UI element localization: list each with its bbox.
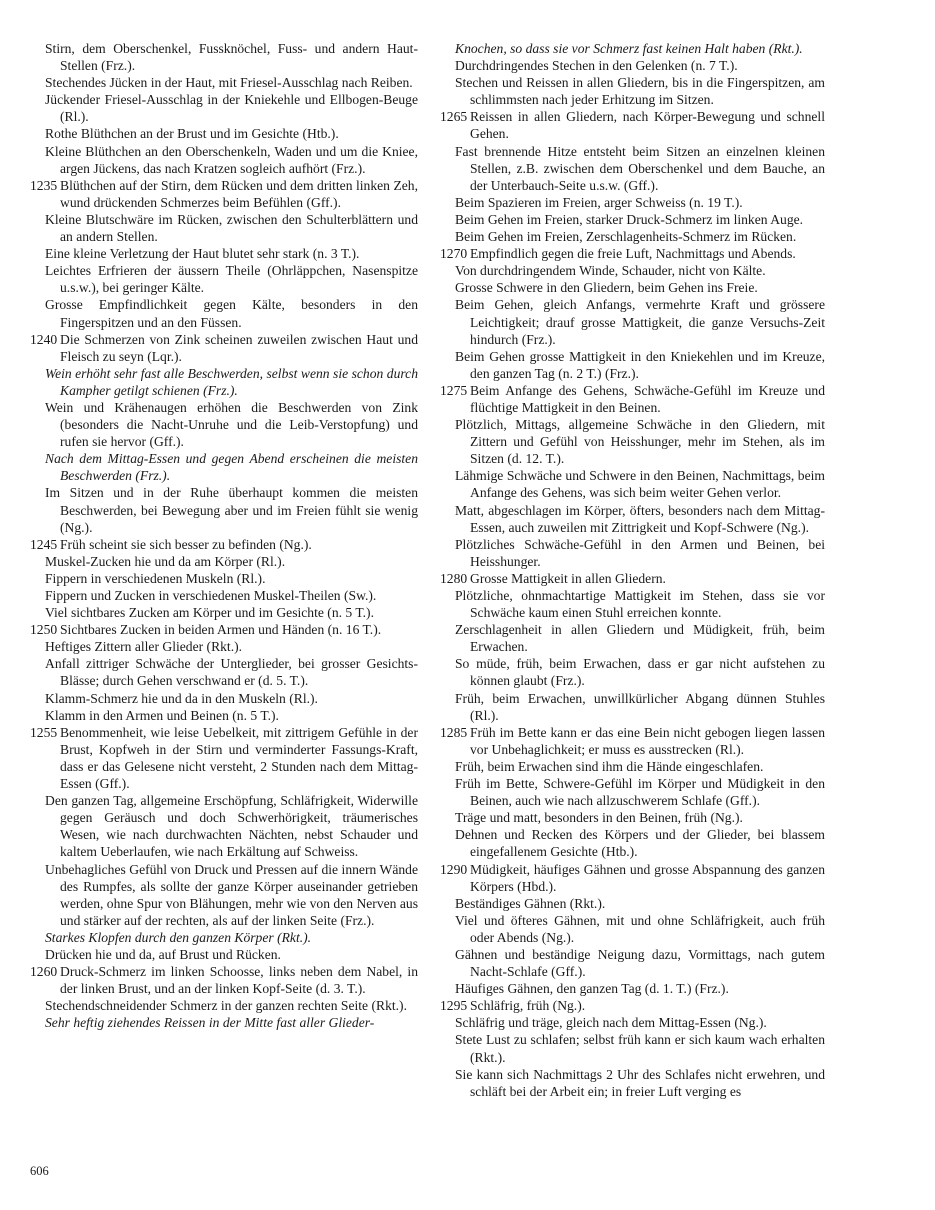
entry-text: Von durchdringendem Winde, Schauder, nicht von Kälte. (455, 263, 766, 279)
entry-text: Viel und öfteres Gähnen, mit und ohne Schläfrigkeit, auch früh oder Abends (Ng.). (455, 912, 825, 945)
entry-text: Blüthchen auf der Stirn, dem Rücken und dem dritten linken Zeh, wund drückenden Schmerzes beim Befühlen (Gff.). (60, 177, 418, 210)
right-column (440, 40, 825, 1100)
entry-text: Jückender Friesel-Ausschlag in der Kniekehle und Ellbogen-Beuge (Rl.). (45, 92, 418, 125)
symptom-entry (30, 690, 418, 707)
symptom-entry (440, 997, 825, 1014)
symptom-entry (30, 963, 418, 997)
symptom-entry (30, 40, 418, 74)
entry-text: Klamm in den Armen und Beinen (n. 5 T.). (45, 707, 279, 723)
page-number: 606 (30, 1164, 49, 1178)
entry-text: Dehnen und Recken des Körpers und der Glieder, bei blassem eingefallenem Gesichte (Htb.). (455, 827, 825, 860)
symptom-entry (440, 211, 825, 228)
entry-number: 1255 (30, 724, 58, 740)
entry-text: Zerschlagenheit in allen Gliedern und Müdigkeit, früh, beim Erwachen. (455, 622, 825, 655)
entry-text: Schläfrig und träge, gleich nach dem Mittag-Essen (Ng.). (455, 1015, 767, 1031)
entry-text: Kleine Blüthchen an den Oberschenkeln, Waden und um die Kniee, argen Jückens, das nach Kratzen sogleich aufhört (Frz.). (45, 143, 418, 176)
entry-text: Wein und Krähenaugen erhöhen die Beschwerden von Zink (besonders die Nacht-Unruhe und die Leib-Verstopfung) und rufen sie hervor (Gff.). (45, 399, 418, 450)
symptom-entry (440, 502, 825, 536)
entry-text: Stechendes Jücken in der Haut, mit Friesel-Ausschlag nach Reiben. (45, 75, 413, 91)
entry-text: Empfindlich gegen die freie Luft, Nachmittags und Abends. (470, 246, 796, 262)
entry-text: Beständiges Gähnen (Rkt.). (455, 895, 606, 911)
symptom-entry (440, 587, 825, 621)
entry-text: Stechen und Reissen in allen Gliedern, bis in die Fingerspitzen, am schlimmsten nach jeder Erhitzung im Sitzen. (455, 75, 825, 108)
entry-text: Beim Anfange des Gehens, Schwäche-Gefühl im Kreuze und flüchtige Mattigkeit in den Beinen. (470, 382, 825, 415)
symptom-entry (30, 724, 418, 792)
entry-text: Benommenheit, wie leise Uebelkeit, mit zittrigem Gefühle in der Brust, Kopfweh in der Stirn und verminderter Fassungs-Kraft, dass er das Gelesene nicht versteht, 2 Stunden nach dem Mittag-Essen (Gff.). (60, 724, 418, 792)
symptom-entry (30, 570, 418, 587)
symptom-entry (440, 279, 825, 296)
entry-text: Durchdringendes Stechen in den Gelenken (n. 7 T.). (455, 58, 738, 74)
entry-text: Plötzlich, Mittags, allgemeine Schwäche in den Gliedern, mit Zittern und Gefühl von Heisshunger, mehr im Stehen, als im Sitzen (d. 12. T.). (455, 417, 825, 467)
symptom-entry (30, 707, 418, 724)
entry-text: Lähmige Schwäche und Schwere in den Beinen, Nachmittags, beim Anfange des Gehens, was sich beim weiter Gehen verlor. (455, 468, 825, 501)
entry-text: Knochen, so dass sie vor Schmerz fast keinen Halt haben (Rkt.). (455, 41, 803, 56)
symptom-entry (30, 245, 418, 262)
symptom-entry (440, 382, 825, 416)
entry-number: 1235 (30, 177, 58, 193)
symptom-entry (30, 997, 418, 1014)
symptom-entry (30, 621, 418, 638)
left-column (30, 40, 418, 1031)
entry-text: Stechendschneidender Schmerz in der ganzen rechten Seite (Rkt.). (45, 998, 407, 1014)
entry-text: Den ganzen Tag, allgemeine Erschöpfung, Schläfrigkeit, Widerwille gegen Geräusch und doch Schwerhörigkeit, träumerisches Wesen, wie nach durchwachten Nächten, nebst Schauder und kaltem Ueberlaufen, wie nach Erkältung auf Schweiss. (45, 793, 418, 860)
symptom-entry (440, 262, 825, 279)
entry-text: Früh, beim Erwachen sind ihm die Hände eingeschlafen. (455, 758, 764, 774)
entry-text: Gähnen und beständige Neigung dazu, Vormittags, nach gutem Nacht-Schlafe (Gff.). (455, 946, 825, 980)
entry-text: Fippern und Zucken in verschiedenen Muskel-Theilen (Sw.). (45, 588, 377, 603)
symptom-entry (30, 74, 418, 91)
entry-text: Muskel-Zucken hie und da am Körper (Rl.). (45, 553, 286, 569)
entry-text: Rothe Blüthchen an der Brust und im Gesichte (Htb.). (45, 126, 339, 142)
symptom-entry (440, 809, 825, 826)
entry-text: Druck-Schmerz im linken Schoosse, links neben dem Nabel, in der linken Brust, und an der linken Kopf-Seite (d. 3. T.). (60, 964, 418, 997)
entry-text: Träge und matt, besonders in den Beinen, früh (Ng.). (455, 810, 743, 826)
entry-text: Im Sitzen und in der Ruhe überhaupt kommen die meisten Beschwerden, bei Bewegung aber und im Freien fühlt sie wenig (Ng.). (45, 485, 418, 535)
entry-text: Sie kann sich Nachmittags 2 Uhr des Schlafes nicht erwehren, und schläft bei der Arbeit ein; in freier Luft verging es (455, 1066, 825, 1099)
entry-text: Sichtbares Zucken in beiden Armen und Händen (n. 16 T.). (60, 622, 382, 638)
symptom-entry (440, 621, 825, 655)
entry-number: 1250 (30, 622, 58, 638)
entry-text: Kleine Blutschwäre im Rücken, zwischen den Schulterblättern und an andern Stellen. (45, 211, 418, 245)
symptom-entry (30, 296, 418, 330)
symptom-entry (30, 946, 418, 963)
symptom-entry (30, 262, 418, 296)
entry-text: Schläfrig, früh (Ng.). (470, 998, 586, 1014)
symptom-entry (440, 895, 825, 912)
entry-text: Beim Gehen im Freien, Zerschlagenheits-Schmerz im Rücken. (455, 229, 797, 245)
symptom-entry (30, 792, 418, 860)
entry-text: Wein erhöht sehr fast alle Beschwerden, selbst wenn sie schon durch Kampher getilgt schienen (Frz.). (45, 365, 418, 398)
symptom-entry (30, 638, 418, 655)
symptom-entry (440, 724, 825, 758)
entry-text: So müde, früh, beim Erwachen, dass er gar nicht aufstehen zu können glaubt (Frz.). (455, 656, 825, 689)
symptom-entry (440, 775, 825, 809)
symptom-entry (440, 194, 825, 211)
symptom-entry (440, 980, 825, 997)
symptom-entry (440, 690, 825, 724)
symptom-entry (440, 74, 825, 108)
entry-text: Beim Gehen grosse Mattigkeit in den Kniekehlen und im Kreuze, den ganzen Tag (n. 2 T.) (Frz.). (455, 348, 825, 381)
entry-text: Leichtes Erfrieren der äussern Theile (Ohrläppchen, Nasenspitze u.s.w.), bei geringer Kälte. (45, 263, 418, 296)
symptom-entry (440, 570, 825, 587)
entry-text: Früh im Bette kann er das eine Bein nicht gebogen liegen lassen vor Unbehaglichkeit; er muss es ausstrecken (Rl.). (470, 724, 825, 757)
symptom-entry (30, 91, 418, 125)
symptom-entry (30, 399, 418, 450)
symptom-entry (30, 553, 418, 570)
entry-text: Starkes Klopfen durch den ganzen Körper (Rkt.). (45, 929, 312, 945)
symptom-entry (30, 1014, 418, 1031)
entry-text: Anfall zittriger Schwäche der Unterglieder, bei grosser Gesichts-Blässe; durch Gehen verschwand er (d. 5. T.). (45, 656, 418, 689)
symptom-entry (440, 143, 825, 194)
entry-text: Matt, abgeschlagen im Körper, öfters, besonders nach dem Mittag-Essen, auch zuweilen mit Zittrigkeit und Kopf-Schwere (Ng.). (455, 502, 825, 535)
symptom-entry (440, 536, 825, 570)
entry-text: Grosse Empfindlichkeit gegen Kälte, besonders in den Fingerspitzen und an den Füssen. (45, 297, 418, 330)
symptom-entry (30, 929, 418, 946)
entry-number: 1270 (440, 246, 468, 262)
entry-text: Unbehagliches Gefühl von Druck und Pressen auf die innern Wände des Rumpfes, als sollte der ganze Körper auseinander getrieben werden, ohne Spur von Blähungen, mehr wie von den Nerven aus und stärker auf der rechten, als auf der linken Seite (Frz.). (45, 861, 418, 928)
symptom-entry (30, 331, 418, 365)
entry-text: Reissen in allen Gliedern, nach Körper-Bewegung und schnell Gehen. (470, 109, 825, 142)
symptom-entry (30, 143, 418, 177)
symptom-entry (30, 536, 418, 553)
entry-text: Nach dem Mittag-Essen und gegen Abend erscheinen die meisten Beschwerden (Frz.). (45, 451, 418, 484)
entry-text: Beim Gehen im Freien, starker Druck-Schmerz im linken Auge. (455, 211, 804, 227)
entry-text: Beim Spazieren im Freien, arger Schweiss (n. 19 T.). (455, 194, 743, 210)
symptom-entry (440, 1014, 825, 1031)
symptom-entry (440, 826, 825, 860)
symptom-entry (30, 484, 418, 535)
entry-text: Häufiges Gähnen, den ganzen Tag (d. 1. T.) (Frz.). (455, 981, 729, 997)
entry-text: Viel sichtbares Zucken am Körper und im Gesichte (n. 5 T.). (45, 605, 374, 621)
entry-text: Stirn, dem Oberschenkel, Fussknöchel, Fuss- und andern Haut-Stellen (Frz.). (45, 41, 418, 74)
entry-text: Sehr heftig ziehendes Reissen in der Mitte fast aller Glieder- (45, 1015, 375, 1031)
entry-text: Fast brennende Hitze entsteht beim Sitzen an einzelnen kleinen Stellen, z.B. zwischen dem Oberschenkel und dem Bauche, an der Unterbauch-Seite u.s.w. (Gff.). (455, 143, 825, 193)
entry-text: Eine kleine Verletzung der Haut blutet sehr stark (n. 3 T.). (45, 246, 360, 262)
symptom-entry (30, 125, 418, 142)
symptom-entry (30, 604, 418, 621)
symptom-entry (30, 587, 418, 604)
entry-text: Stete Lust zu schlafen; selbst früh kann er sich kaum wach erhalten (Rkt.). (455, 1032, 825, 1065)
entry-text: Beim Gehen, gleich Anfangs, vermehrte Kraft und grössere Leichtigkeit; drauf grosse Mattigkeit, die ganze Versuchs-Zeit hindurch (Frz.). (455, 297, 825, 347)
symptom-entry (440, 467, 825, 501)
symptom-entry (440, 758, 825, 775)
symptom-entry (440, 1031, 825, 1065)
entry-number: 1290 (440, 861, 468, 877)
entry-text: Die Schmerzen von Zink scheinen zuweilen zwischen Haut und Fleisch zu seyn (Lqr.). (60, 331, 418, 364)
entry-text: Früh im Bette, Schwere-Gefühl im Körper und Müdigkeit in den Beinen, auch wie nach allzuschwerem Schlafe (Gff.). (455, 776, 825, 809)
symptom-entry (440, 57, 825, 74)
entry-number: 1285 (440, 724, 468, 740)
symptom-entry (440, 296, 825, 347)
entry-text: Drücken hie und da, auf Brust und Rücken. (45, 946, 281, 962)
symptom-entry (440, 245, 825, 262)
entry-number: 1265 (440, 109, 468, 125)
entry-text: Früh scheint sie sich besser zu befinden (Ng.). (60, 536, 312, 552)
symptom-entry (30, 655, 418, 689)
entry-number: 1240 (30, 331, 58, 347)
entry-text: Plötzliches Schwäche-Gefühl in den Armen und Beinen, bei Heisshunger. (455, 536, 825, 569)
symptom-entry (440, 40, 825, 57)
entry-number: 1260 (30, 964, 58, 980)
symptom-entry (440, 348, 825, 382)
entry-text: Heftiges Zittern aller Glieder (Rkt.). (45, 639, 243, 655)
entry-number: 1275 (440, 382, 468, 398)
symptom-entry (440, 416, 825, 467)
entry-text: Grosse Mattigkeit in allen Gliedern. (470, 570, 666, 586)
entry-text: Fippern in verschiedenen Muskeln (Rl.). (45, 570, 266, 586)
entry-text: Früh, beim Erwachen, unwillkürlicher Abgang dünnen Stuhles (Rl.). (455, 690, 825, 723)
symptom-entry (30, 211, 418, 245)
entry-text: Müdigkeit, häufiges Gähnen und grosse Abspannung des ganzen Körpers (Hbd.). (470, 861, 825, 894)
symptom-entry (440, 946, 825, 980)
symptom-entry (440, 861, 825, 895)
symptom-entry (440, 912, 825, 946)
entry-number: 1280 (440, 570, 468, 586)
symptom-entry (30, 365, 418, 399)
entry-text: Klamm-Schmerz hie und da in den Muskeln (Rl.). (45, 690, 318, 706)
entry-text: Plötzliche, ohnmachtartige Mattigkeit im Stehen, dass sie vor Schwäche kaum einen Stuhl erreichen konnte. (455, 588, 825, 621)
symptom-entry (30, 177, 418, 211)
entry-text: Grosse Schwere in den Gliedern, beim Gehen ins Freie. (455, 280, 758, 296)
symptom-entry (440, 108, 825, 142)
entry-number: 1245 (30, 536, 58, 552)
symptom-entry (30, 450, 418, 484)
symptom-entry (440, 655, 825, 689)
symptom-entry (440, 228, 825, 245)
entry-number: 1295 (440, 998, 468, 1014)
symptom-entry (30, 861, 418, 929)
symptom-entry (440, 1066, 825, 1100)
